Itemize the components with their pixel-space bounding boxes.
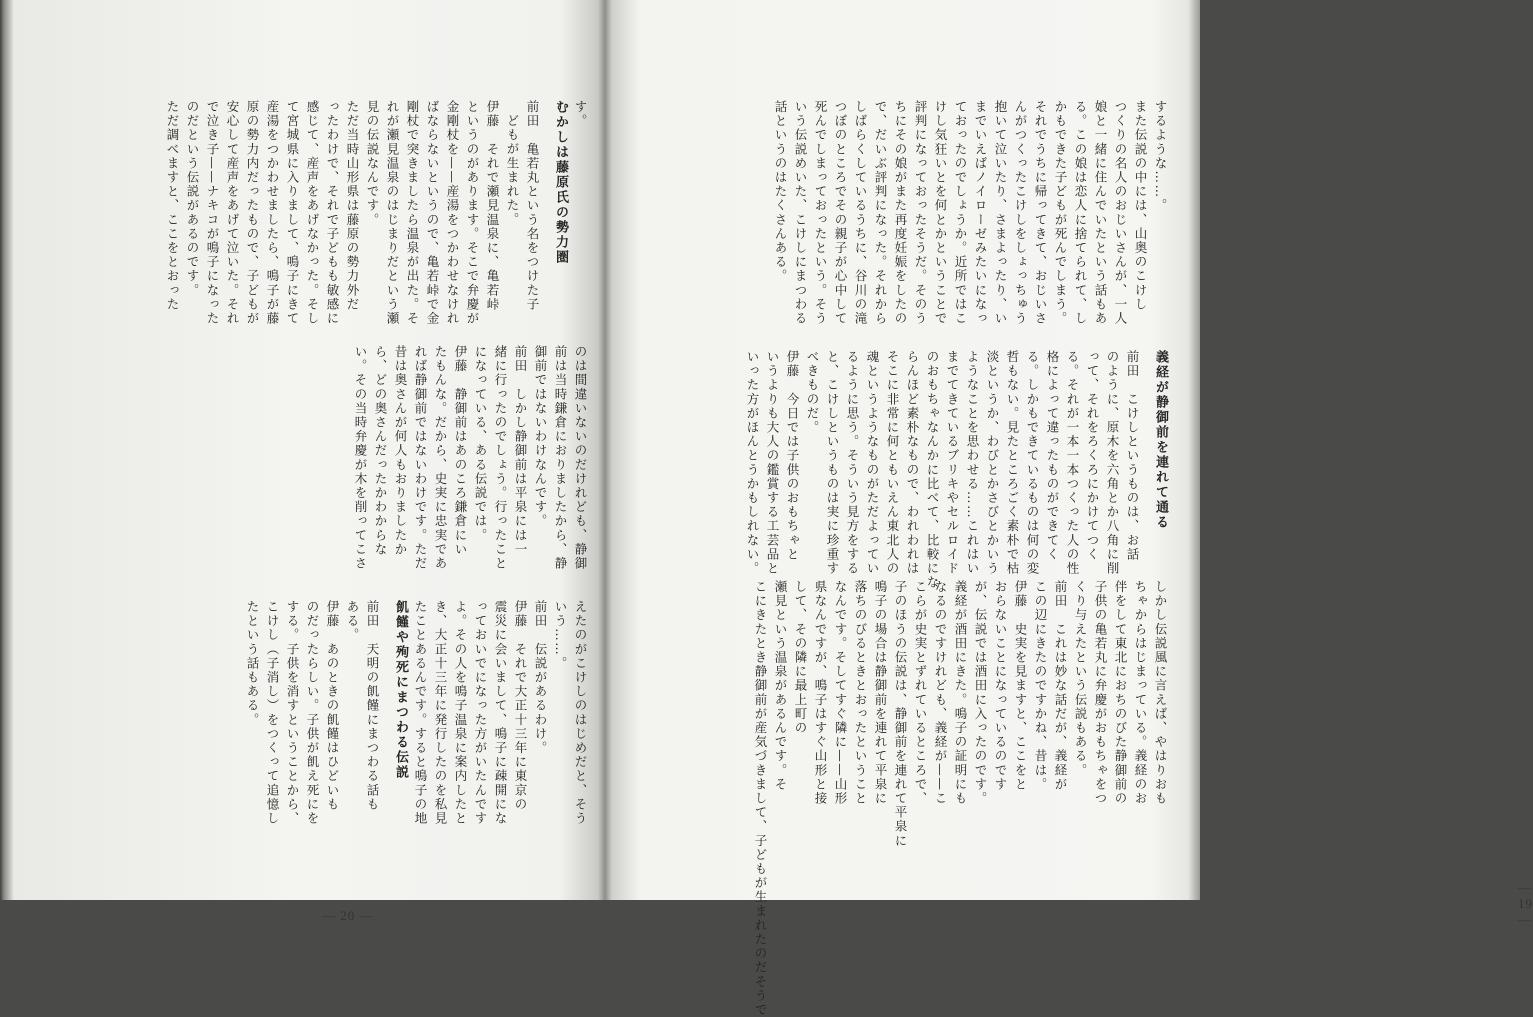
text-column: くり与えたという伝説もある。 [1073, 580, 1088, 778]
text-column: 娘と一緒に住んでいたという話もあ [1093, 100, 1108, 326]
text-column: 評判になっておったそうだ。そのう [913, 100, 928, 326]
page-left [40, 60, 600, 923]
text-column: 伊藤 それで大正十三年に東京の [513, 600, 528, 812]
text-column: ただ調べますと、ここをとおった [165, 100, 180, 312]
text-column: 義経が酒田にきた。鳴子の証明にも [953, 580, 968, 806]
right-middle-text [660, 350, 1170, 590]
text-column: するような……。 [1153, 100, 1168, 213]
text-column: までいえばノイローゼみたいになっ [973, 100, 988, 326]
text-column: 緒に行ったのでしょう。行ったこと [493, 345, 508, 571]
text-column: い。その当時弁慶が木を削ってこさ [353, 345, 368, 571]
text-column: というのがあります。そこで弁慶が [465, 100, 480, 326]
text-column: 落ちのびるときとおったということ [853, 580, 868, 806]
text-column: こらが史実とずれているところで、 [913, 580, 928, 806]
text-column: こにきたとき静御前が産気づきまして、子どもが生まれたのだそうで [753, 580, 768, 1017]
text-column: らんほど素朴なもので、われわれは [905, 350, 920, 576]
text-column: 見の伝説なんです。 [365, 100, 380, 227]
page-number: — 19 — [1518, 880, 1533, 927]
text-column: 抱いて泣いたり、さまよったり、い [993, 100, 1008, 326]
text-column: 伊藤 あのときの飢饉はひどいも [325, 600, 340, 812]
text-column: ばならないというので、亀若峠で金 [425, 100, 440, 326]
text-column: ちゃからはじまっている。義経のお [1133, 580, 1148, 806]
text-column: どもが生まれた。 [505, 114, 520, 227]
text-column: す。 [573, 100, 588, 129]
text-column: のおもちゃなんかに比べて、比較にな [925, 350, 940, 590]
text-column: 鳴子の場合は静御前を連れて平泉に [873, 580, 888, 806]
text-column: かもできた子どもが死んでしまう。 [1053, 100, 1068, 326]
text-column: 伊藤 それで瀬見温泉に、亀若峠 [485, 100, 500, 312]
text-column: いう……。 [553, 600, 568, 671]
text-column: が、伝説では酒田に入ったのです。 [973, 580, 988, 806]
text-column: 産湯をつかわせましたら、鳴子が藤 [265, 100, 280, 326]
right-top-text [700, 100, 1170, 326]
text-column: けし気狂いとを何とかということで [933, 100, 948, 326]
text-column: のは間違いないのだけれども、静御 [573, 345, 588, 571]
text-column: たという話もある。 [245, 600, 260, 727]
left-top-text [100, 100, 590, 326]
text-column: のように、原木を六角とか八角に削 [1105, 350, 1120, 576]
text-column: しかし伝説風に言えば、やはりおも [1153, 580, 1168, 806]
text-column: ようなことを思わせる……これはい [965, 350, 980, 576]
text-column: 前田 こけしというものは、お話 [1125, 350, 1140, 562]
text-column: る。この娘は恋人に捨てられて、し [1073, 100, 1088, 326]
text-column: する。子供を消すということから、 [285, 600, 300, 826]
text-column: 原の勢力内だったもので、子どもが [245, 100, 260, 326]
text-column: いうよりも大人の鑑賞する工芸品と [765, 350, 780, 576]
page-number: — 20 — [322, 908, 374, 923]
text-column: 伴をして東北におちのびた静御前の [1113, 580, 1128, 806]
text-column: 県なんですが、鳴子はすぐ山形と接 [813, 580, 828, 806]
text-column: になっている、ある伝説では。 [473, 345, 488, 543]
text-column: 子供の亀若丸に弁慶がおもちゃをつ [1093, 580, 1108, 806]
text-column: る。しかもできているものは何の変 [1025, 350, 1040, 576]
text-column: 伊藤 史実を見ますと、ここをと [1013, 580, 1028, 792]
text-column: で、だいぶ評判になった。それから [873, 100, 888, 326]
text-column: と、こけしというものは実に珍重す [825, 350, 840, 576]
text-column: 金剛杖を——産湯をつかわせなけれ [445, 100, 460, 326]
text-column: 淡というか、わびとかさびとかいう [985, 350, 1000, 576]
text-column: る。それが一本一本つくった人の性 [1065, 350, 1080, 576]
text-column: 子のほうの伝説は、静御前を連れて平泉に [893, 580, 908, 848]
text-column: この辺にきたのですかね、昔は。 [1033, 580, 1048, 792]
text-column: いう伝説めいた、こけしにまつわる [793, 100, 808, 326]
text-column: それでうちに帰ってきて、おじいさ [1033, 100, 1048, 326]
text-column: べきものだ。 [805, 350, 820, 435]
text-column: ら、どの奥さんだったかわからな [373, 345, 388, 557]
text-column: 前田 しかし静御前は平泉には一 [513, 345, 528, 557]
text-column: ておったのでしょうか。近所ではこ [953, 100, 968, 326]
text-column: ちにその娘がまた再度妊娠をしたの [893, 100, 908, 326]
left-lower-text [100, 600, 590, 826]
text-column: つぼのところでその親子が心中して [833, 100, 848, 326]
text-column: 震災に会いまして、鳴子に疎開にな [493, 600, 508, 826]
text-column: で泣き子——ナキコが鳴子になった [205, 100, 220, 326]
text-column: 瀬見という温泉があるんです。そ [773, 580, 788, 792]
text-column: して、その隣に最上町の [793, 580, 808, 736]
text-column: そこに非常に何ともいえん東北人の [885, 350, 900, 576]
text-column: たもんな。だから、史実に忠実であ [433, 345, 448, 571]
text-column: しばらくしているうちに、谷川の滝 [853, 100, 868, 326]
text-column: 前田 天明の飢饉にまつわる話も [365, 600, 380, 812]
text-column: までてきているブリキやセルロイド [945, 350, 960, 576]
page-right [620, 60, 1533, 1017]
text-column: って、それをろくろにかけてつく [1085, 350, 1100, 562]
section-heading: むかしは藤原氏の勢力圏 [553, 100, 568, 265]
text-column: なんです。そしてすぐ隣に——山形 [833, 580, 848, 806]
text-column: こけし（子消し）をつくって追憶し [265, 600, 280, 826]
text-column: のだったらしい。子供が飢え死にを [305, 600, 320, 826]
text-column: 安心して産声をあげて泣いた。それ [225, 100, 240, 326]
text-column: 格によって違ったものができてく [1045, 350, 1060, 562]
text-column: 剛杖で突きましたら温泉が出た。そ [405, 100, 420, 326]
text-column: て宮城県に入りまして、鳴子にきて [285, 100, 300, 326]
text-column: 御前ではないわけなんです。 [533, 345, 548, 529]
text-column: 伊藤 今日では子供のおもちゃと [785, 350, 800, 562]
section-heading: 飢饉や殉死にまつわる伝説 [393, 600, 408, 780]
text-column: れば静御前ではないわけです。ただ [413, 345, 428, 571]
text-column: 前田 これは妙な話だが、義経が [1053, 580, 1068, 792]
text-column: 前は当時鎌倉におりましたから、静 [553, 345, 568, 571]
text-column: 感じて、産声をあげなかった。そし [305, 100, 320, 326]
text-column: たことあるんです。すると鳴子の地 [413, 600, 428, 826]
text-column: ある。 [345, 600, 360, 643]
text-column: ったわけで、それで子どもも敏感に [325, 100, 340, 326]
text-column: また伝説の中には、山奥のこけし [1133, 100, 1148, 312]
text-column: 哲もない。見たところごく素朴で枯 [1005, 350, 1020, 576]
text-column: 話というのはたくさんある。 [773, 100, 788, 284]
text-column: っておいでになった方がいたんです [473, 600, 488, 826]
text-column: のだという伝説があるのです。 [185, 100, 200, 298]
text-column: 伊藤 静御前はあのころ鎌倉にい [453, 345, 468, 557]
text-column: おらないことになっているのです [993, 580, 1008, 792]
section-heading: 義経が静御前を連れて通る [1153, 350, 1168, 530]
text-column: ただ当時山形県は藤原の勢力外だ [345, 100, 360, 312]
left-bottom-text [190, 345, 590, 571]
right-bottom-text [660, 580, 1170, 1017]
text-column: んがつくったこけしをしょっちゅう [1013, 100, 1028, 326]
text-column: えたのがこけしのはじめだと、そう [573, 600, 588, 826]
text-column: 魂というようなものがただよってい [865, 350, 880, 576]
text-column: 前田 亀若丸という名をつけた子 [525, 100, 540, 312]
text-column: つくりの名人のおじいさんが、一人 [1113, 100, 1128, 326]
text-column: き、大正十三年に発行したのを私見 [433, 600, 448, 826]
text-column: 前田 伝説があるわけ。 [533, 600, 548, 756]
text-column: いった方がほんとうかもしれない。 [745, 350, 760, 576]
text-column: 昔は奥さんが何人もおりましたか [393, 345, 408, 557]
text-column: れが瀬見温泉のはじまりだという瀬 [385, 100, 400, 326]
text-column: るように思う。そういう見方をする [845, 350, 860, 576]
text-column: なるのですけれども、義経が——こ [933, 580, 948, 806]
text-column: 死んでしまっておったという。そう [813, 100, 828, 326]
text-column: よ。その人を鳴子温泉に案内したと [453, 600, 468, 826]
